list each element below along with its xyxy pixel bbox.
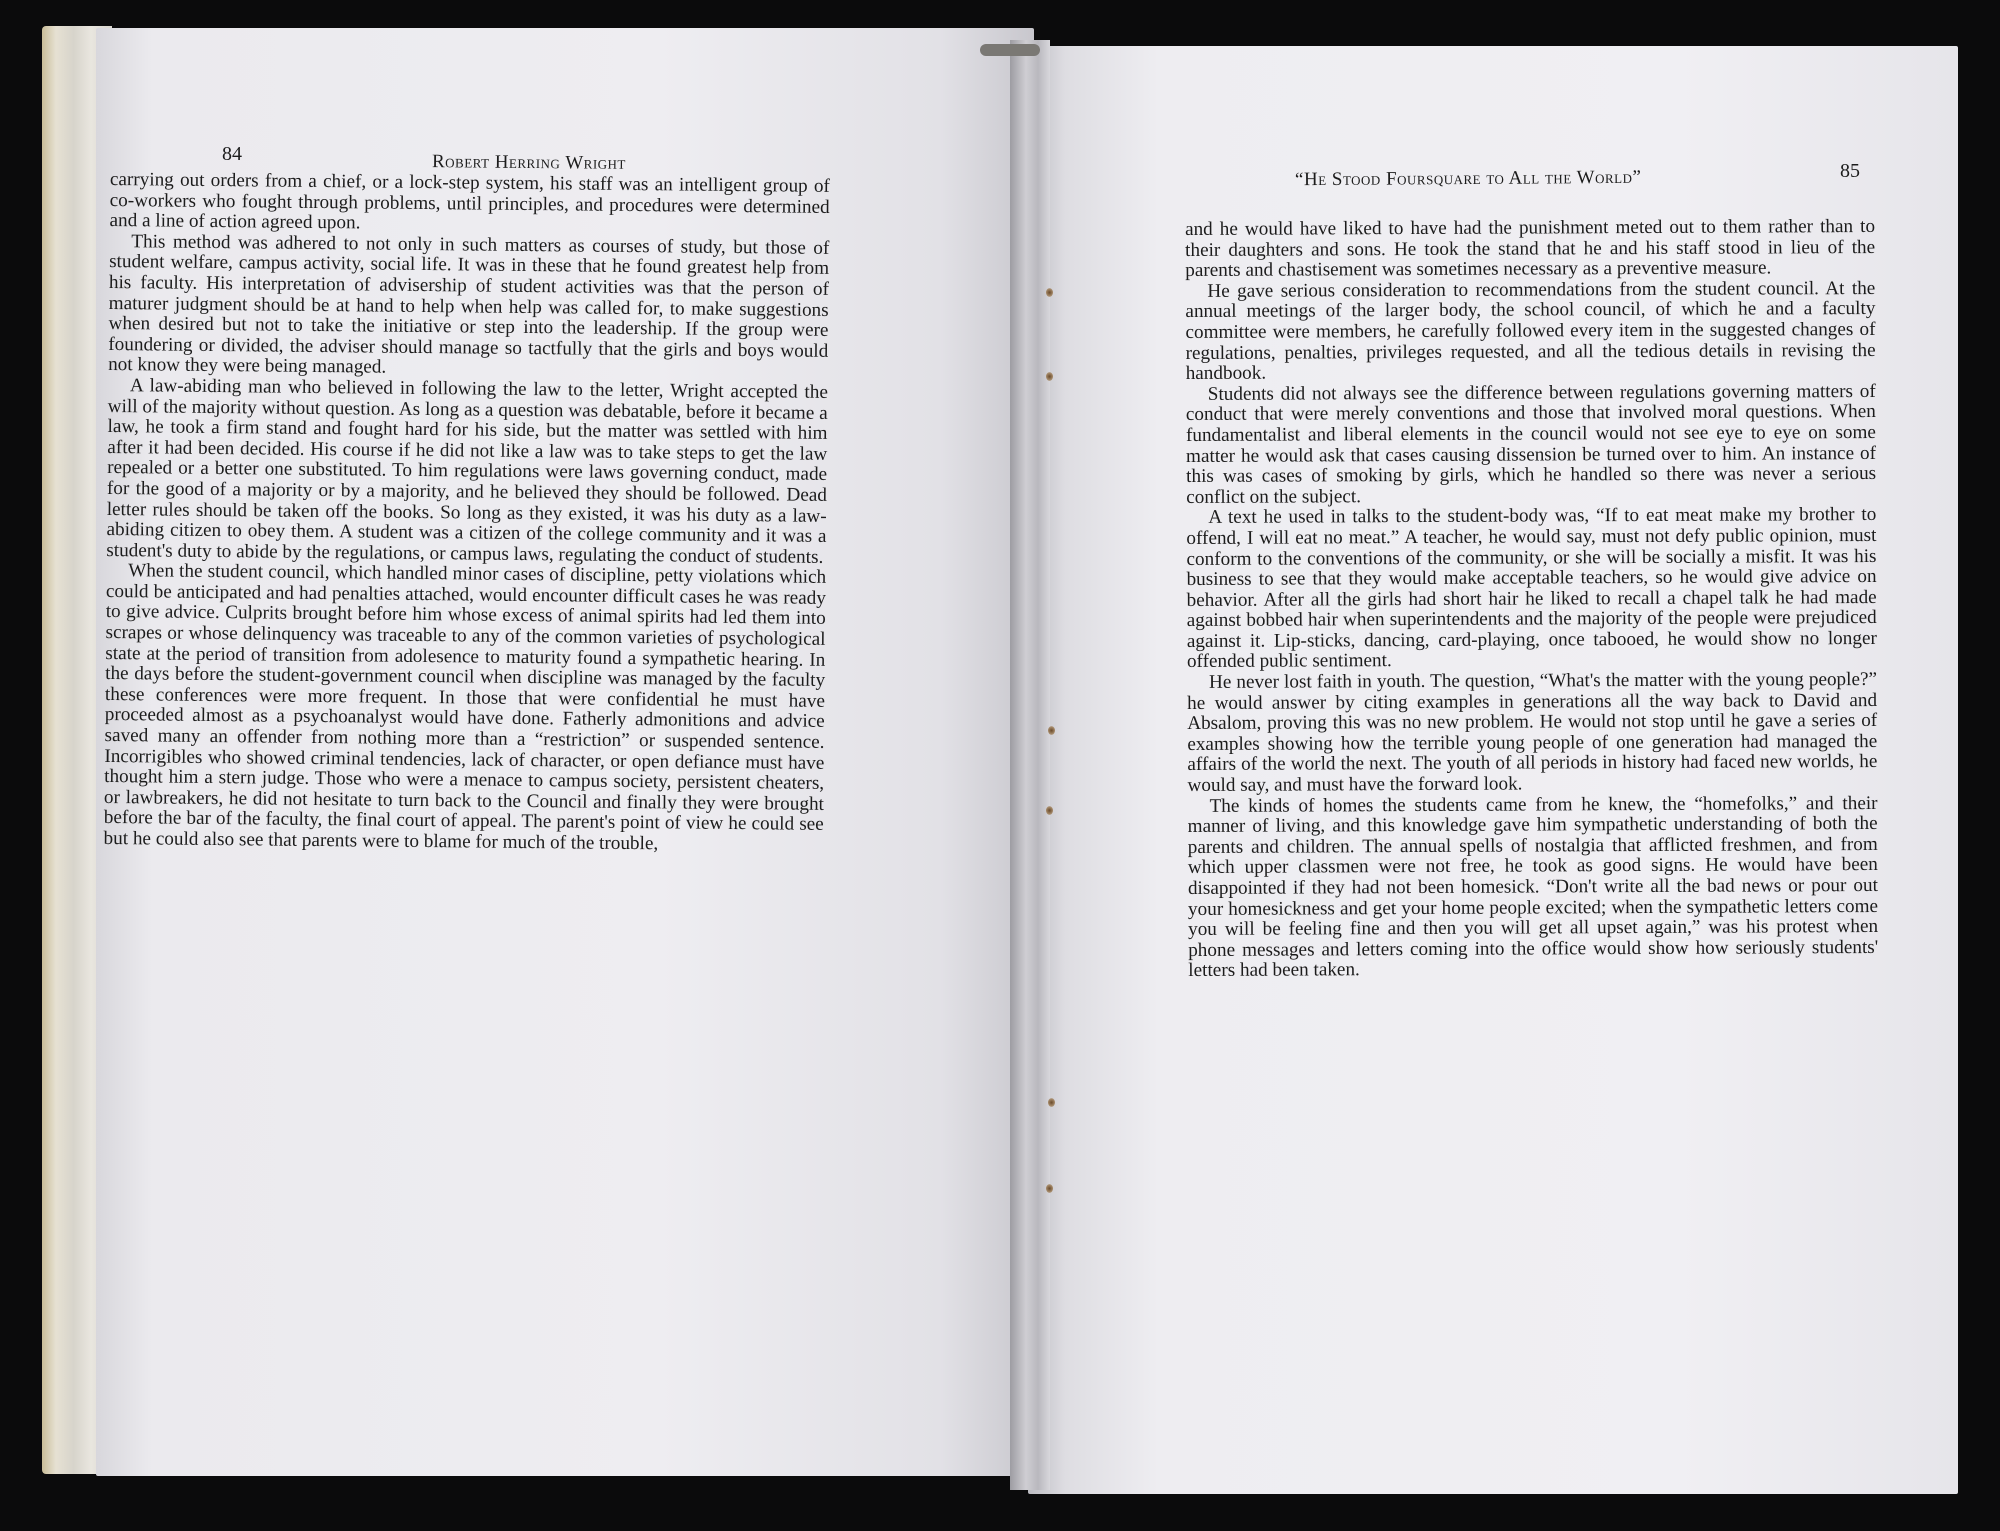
paragraph: When the student council, which handled minor cases of discipline, petty violations which could be anticipated and had penalties attached, would encounter difficult cases he was ready to give advice. Culprits brought before him whose excess of animal spirits had led them into scrapes or whose delinquency was traceable to any of the common varieties of psychological state at the period of transition from adolesence to maturity found a sympathetic hearing. In the days before the student-government council when discipline was managed by the faculty these conferences were more frequent. In those that were confidential he must have proceeded almost as a psychoanalyst would have done. Fatherly admonitions and advice saved many an offender from nothing more than a “restriction” or suspended sentence. Incorrigibles who showed criminal tendencies, lack of character, or open defiance must have thought him a stern judge. Those who were a menace to campus society, persistent cheaters, or lawbreakers, he did not hesitate to turn back to the Council and finally they were brought before the bar of the faculty, the final court of appeal. The parent's point of view he could see but he could also see that parents were to blame for much of the trouble,	[103, 560, 827, 855]
paragraph: He never lost faith in youth. The question, “What's the matter with the young people?” he would answer by citing examples in generations all the way back to David and Absalom, proving this was no new problem. He would not stop until he gave a series of examples showing how the terrible young people of one generation had managed the affairs of the world the next. The youth of all periods in history had faced new worlds, he would say, and must have the forward look.	[1187, 669, 1878, 797]
paragraph: and he would have liked to have had the punishment meted out to them rather than to their daughters and sons. He took the stand that he and his staff stood in lieu of the parents and chastisement was sometimes necessary as a preventive measure.	[1184, 215, 1876, 282]
book-gutter	[1010, 40, 1050, 1490]
right-page-number: 85	[1840, 160, 1860, 182]
staple-hole	[1046, 288, 1053, 297]
staple-hole	[1046, 1184, 1053, 1193]
paragraph: A law-abiding man who believed in following the law to the letter, Wright accepted the will of the majority without question. As long as a question was debatable, before it became a law, he took a firm stand and fought hard for his side, but the matter was settled with him after it had been decided. His course if he did not like a law was to take steps to get the law repealed or a better one substituted. To him regulations were laws governing conduct, made for the good of a majority or by a majority, and he believed they should be followed. Dead letter rules should be taken off the books. So long as they existed, it was his duty as a law-abiding citizen to obey them. A student was a citizen of the college community and it was a student's duty to abide by the regulations, or campus laws, regulating the conduct of students.	[106, 375, 828, 568]
paragraph: The kinds of homes the students came from he knew, the “homefolks,” and their manner of living, and this knowledge gave him sympathetic understanding of both the parents and children. The annual spells of nostalgia that afflicted freshmen, and from which upper classmen were not free, he took as good signs. He would have been disappointed if they had not been homesick. “Don't write all the bad news or pour out your homesickness and get your home people excited; when the sympathetic letters come you will be feeling fine and then you will get all upset again,” was his protest when phone messages and letters coming into the office would show how seriously students' letters had been taken.	[1187, 792, 1879, 982]
right-running-head: “He Stood Foursquare to All the World”	[1294, 166, 1642, 191]
left-page-body	[103, 170, 829, 856]
left-page-number: 84	[222, 143, 242, 165]
paragraph: He gave serious consideration to recommendations from the student council. At the annual meetings of the larger body, the school council, of which he and a faculty committee were members, he carefully followed every item in the suggested changes of regulations, penalties, privileges requested, and all the tedious details in revising the handbook.	[1185, 277, 1876, 385]
right-page-body	[1185, 217, 1878, 982]
left-running-head: Robert Herring Wright	[431, 151, 627, 174]
paragraph: A text he used in talks to the student-body was, “If to eat meat make my brother to offend, I will eat no meat.” A teacher, he would say, must not defy public opinion, must conform to the conventions of the community, or she will be socially a misfit. It was his business to see that they would make acceptable teachers, so he would give advice on behavior. After all the girls had short hair he liked to recall a chapel talk he had made against bobbed hair when superintendents and the majority of the people were prejudiced against it. Lip-sticks, dancing, card-playing, once tabooed, he would show no longer offended public sentiment.	[1186, 504, 1877, 673]
staple-hole	[1046, 806, 1053, 815]
paragraph: carrying out orders from a chief, or a lock-step system, his staff was an intelligent group of co-workers who fought through problems, until principles, and procedures were determined and a line of action agreed upon.	[109, 169, 830, 234]
staple-hole	[1048, 726, 1055, 735]
staple-hole	[1046, 372, 1053, 381]
paragraph: Students did not always see the difference between regulations governing matters of conduct that were merely conventions and those that involved moral questions. When fundamentalist and liberal elements in the council would not see eye to eye on some matter he would ask that cases causing dissension be turned over to him. An instance of this was cases of smoking by girls, which he handled so there was never a serious conflict on the subject.	[1185, 380, 1877, 508]
book-spine	[980, 44, 1040, 56]
staple-hole	[1048, 1098, 1055, 1107]
paragraph: This method was adhered to not only in such matters as courses of study, but those of student welfare, campus activity, social life. It was in these that he found greatest help from his faculty. His interpretation of advisership of student activities was that the person of maturer judgment should be at hand to help when help was called for, to make suggestions when desired but not to take the initiative or step into the leadership. If the group were foundering or divided, the adviser should manage so tactfully that the girls and boys would not know they were being managed.	[108, 230, 830, 379]
